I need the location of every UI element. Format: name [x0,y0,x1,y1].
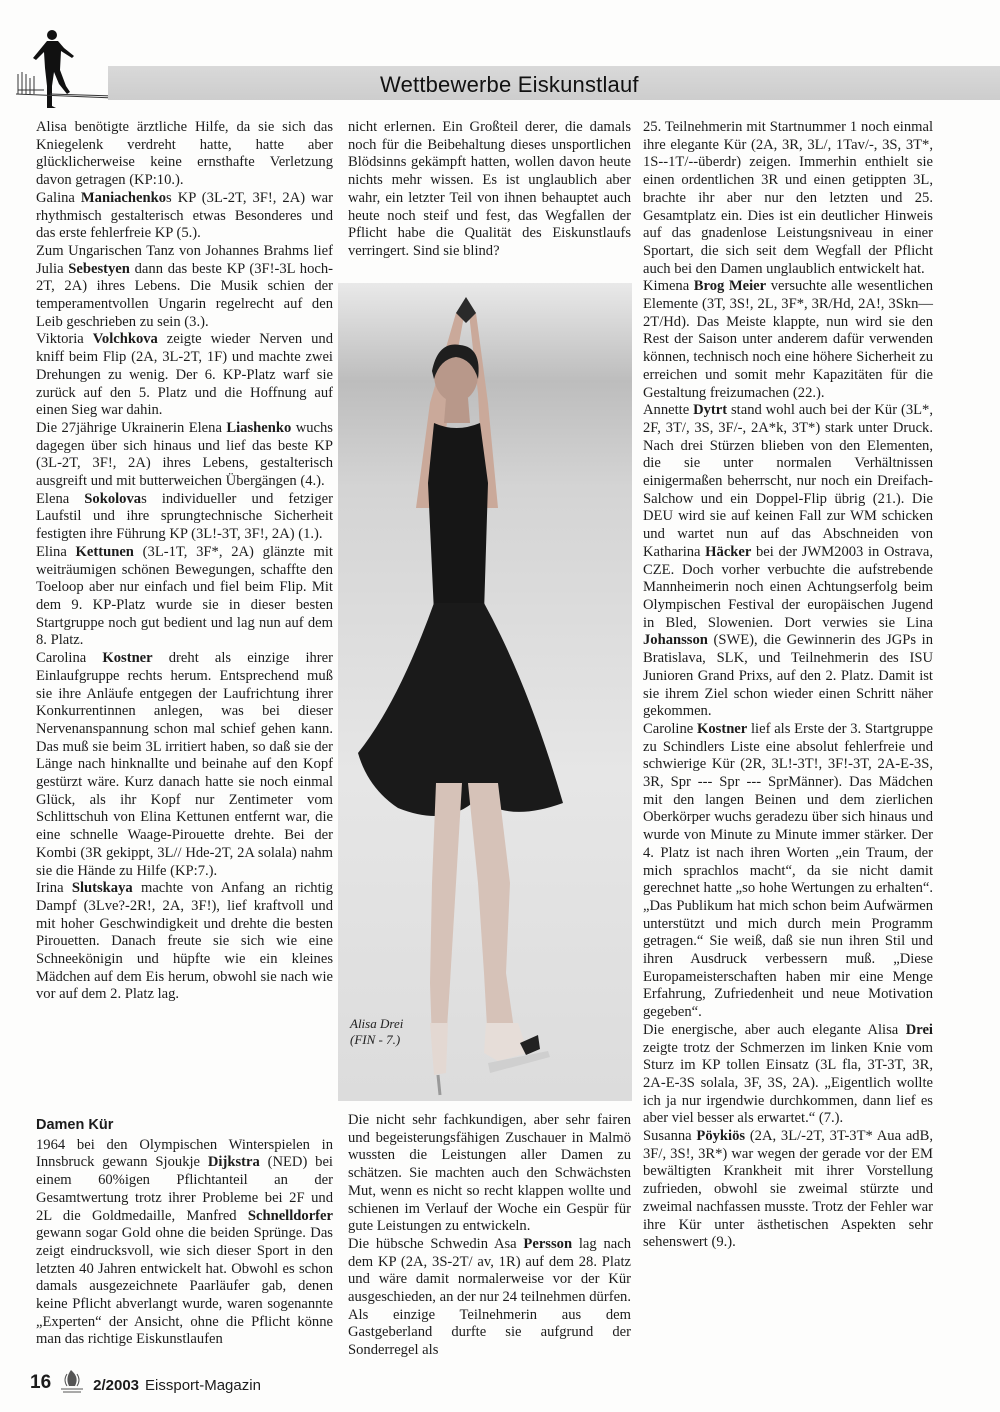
skater-name: Liashenko [226,419,292,436]
paragraph [643,119,933,278]
paragraph [36,544,333,650]
page-number: 16 [30,1372,52,1393]
paragraph [36,119,333,190]
skater-name: Dijkstra [207,1154,260,1171]
paragraph-text: Carolina [36,650,103,667]
paragraph-text: Susanna [643,1128,697,1145]
paragraph [348,1236,631,1360]
skater-name: Schnelldorfer [247,1207,333,1224]
paragraph-text: Kimena [643,278,694,295]
section-heading: Damen Kür [36,1117,114,1133]
paragraph [348,1112,631,1236]
paragraph-text: 1964 bei den Olympischen Winterspielen in Innsbruck gewann Sjoukje [36,1136,333,1171]
paragraph-text: (3L-1T, 3F*, 2A) glänzte mit weiträumigen schönen Bewegungen, schaffte den Toeloop aber nur einfach und fiel beim Flip. Mit dem 9. KP-Platz wurde sie in dieser besten Startgruppe noch gut bedient und lag nun auf dem 8. Platz. [36,543,333,649]
skater-logo-icon [14,28,114,114]
paragraph [643,278,933,402]
skater-name: Kettunen [75,543,134,560]
paragraph-text: Elina [36,543,76,560]
column-3 [643,119,933,1252]
paragraph-text: nicht erlernen. Ein Großteil derer, die damals noch für die Beibehaltung dieses unsportlichen Blödsinns gekämpft hatten, wollen davon heute nichts mehr wissen. Es ist unglaublich aber wahr, ein letzter Teil von ihnen behauptet auch heute noch steif und fest, das Wegfallen der Pflicht habe die Qualität des Eiskunstlaufs verringert. Sind sie blind? [348,119,631,259]
paragraph [36,420,333,491]
skater-name: Persson [523,1235,573,1252]
paragraph-text: Die hübsche Schwedin Asa [348,1235,524,1252]
paragraph [36,243,333,332]
skater-name: Dytrt [693,402,728,419]
magazine-name: Eissport-Magazin [145,1377,261,1394]
paragraph [36,491,333,544]
paragraph-text: Die energische, aber auch elegante Alisa [643,1021,906,1038]
paragraph-text: Alisa benötigte ärztliche Hilfe, da sie sich das Kniegelenk verdreht hatte, hatte aber glücklicherweise keine ernsthafte Verletzung davon getragen (KP:10.). [36,119,333,189]
section-title: Wettbewerbe Eiskunstlauf [380,72,639,97]
skater-name: Sokolova [84,490,142,507]
paragraph-text: zeigte wieder Nerven und kniff beim Flip (2A, 3L-2T, 1F) und machte zwei Drehungen zu wenig. Der 6. KP-Platz warf sie zurück auf den 5. Platz und die Hoffnung auf einen Sieg war dahin. [36,331,333,419]
paragraph-text: machte von Anfang an richtig Dampf (3Lve?-2R!, 2A, 3F!), lief kraftvoll und mit hoher Geschwindigkeit und drehte die besten Pirouetten. Danach freute sie sich wie eine Schneekönigin und hüpfte wie ein kleines Mädchen auf dem Eis herum, obwohl sie nach wie vor auf dem 2. Platz lag. [36,880,333,1003]
issue-number: 2/2003 [93,1377,140,1394]
paragraph-text: (2A, 3L/-2T, 3T-3T* Aua adB, 3F/, 3S!, 3R*) war wegen der gerade vor der EM bewältigten Krankheit mit ihrer Vorstellung zufrieden, obwohl sie zweimal stürzte und zweimal nachfassen musste. Trotz der Fehler war ihre Kür unter ästhetischen Aspekten sehr sehenswert (9.). [643,1128,933,1251]
skater-photo [338,283,632,1101]
paragraph [36,1137,333,1349]
caption-name: Alisa Drei [350,1016,404,1031]
caption-detail: (FIN - 7.) [350,1032,401,1047]
skater-name: Kostner [697,720,748,737]
paragraph-text: bei der JWM2003 in Ostrava, CZE. Doch vorher verbuchte die aufstrebende Mannheimerin noch einen Achtungserfolg beim Olympischen Festival der europäischen Jugend in Bled, Slowenien. Dort verwies sie Lina [643,543,933,631]
skater-photo-image [338,283,632,1101]
paragraph-text: (NED) bei einem 60%igen Pflichtanteil an der Gesamtwertung trotz ihrer Probleme bei 2F und 2L die Goldmedaille, Manfred [36,1154,333,1224]
paragraph-text: (SWE), die Gewinnerin des JGPs in Bratislava, SLK, und Teilnehmerin des ISU Junioren Grand Prixs, auf den 2. Platz. Damit ist sie ihrem Ziel schon wieder einen Schritt näher gekommen. [643,632,933,720]
paragraph [36,880,333,1004]
skater-name: Maniachenko [80,189,167,206]
skater-name: Kostner [102,650,153,667]
paragraph-text: versuchte alle wesentlichen Elemente (3T, 3S!, 2L, 3F*, 3R/Hd, 2A!, 3Skn—2T/Hd). Das Meiste klappte, nun wird sie den Rest der Saison unter anderem dafür verwenden können, technisch noch eine höhere Sicherheit zu erreichen und somit mehr Kapazitäten für die Gestaltung freizumachen (22.). [643,278,933,401]
paragraph [643,402,933,721]
paragraph [643,721,933,1022]
paragraph-text: s individueller und fetziger Laufstil und ihre sprungtechnische Sicherheit festigten ihre Führung KP (3L!-3T, 3F!, 2A) (1.). [36,490,333,543]
paragraph-text: Viktoria [36,331,93,348]
paragraph-text: stand wohl auch bei der Kür (3L*, 2F, 3T/, 3S, 3F/-, 2A*k, 3T*) stark unter Druck. Nach drei Stürzen blieben von den Elementen, die sie unter normalen Verhältnissen einigermaßen beherrscht, nur noch ein Dreifach-Salchow und ein Doppel-Flip übrig (21.). Die DEU wird sie auf keinen Fall zur WM schicken und wartet nun auf das Abschneiden von Katharina [643,402,933,560]
paragraph [36,190,333,243]
paragraph-text: Caroline [643,720,697,737]
skater-name: Drei [905,1021,933,1038]
paragraph-text: lag nach dem KP (2A, 3S-2T/ av, 1R) auf dem 28. Platz und wäre damit normalerweise vor der Kür ausgeschieden, an der nur 24 teilnehmen dürfen. Als einzige Teilnehmerin aus dem Gastgeberland durfte sie aufgrund der Sonderregel als [348,1235,631,1359]
paragraph-text: zeigte trotz der Schmerzen im linken Knie vom Sturz im KP tollen Einsatz (3L fla, 3T-3T, 3R, 2A-E-3S solala, 3F, 3S, 2A). „Eigentlich wollte ich ja nur irgendwie durchkommen, dann lief es aber viel besser als erwartet.“ (7.). [643,1039,933,1127]
paragraph [36,650,333,880]
skater-name: Volchkova [92,331,158,348]
paragraph-text: 25. Teilnehmerin mit Startnummer 1 noch einmal ihre elegante Kür (2A, 3R, 3L/, 1Tav/-, 3S, 3T*, 1S--1T/--überdr) zeigen. Immerhin enthielt sie einen ordentlichen 3R und einen getippten 3L, brachte ihr aber nur den letzten und 25. Gesamtplatz ein. Dies ist ein deutlicher Hinweis auf das gnadenlose Leistungsniveau in einer Sportart, die sich seit dem Wegfall der Pflicht auch bei den Damen unglaublich entwickelt hat. [643,119,933,277]
paragraph-text: Elena [36,490,85,507]
paragraph-text: wuchs dagegen über sich hinaus und lief das beste KP (3L-2T, 3F!, 2A) ihres Lebens, gestalterisch ausgreift und mit butterweichen Übergängen (4.). [36,419,333,490]
column-2-lower [348,1112,631,1360]
damen-kuer-text [36,1137,333,1349]
paragraph-text: dreht als einzige ihrer Einlaufgruppe rechts herum. Entsprechend muß sie ihre Anläufe entgegen der Laufrichtung ihrer Konkurrentinnen anlegen, was bei dieser Nervenanspannung schon mal schief gehen kann. Das muß sie beim 3L irritiert haben, so daß sie der Länge nach hinknallte und beinahe auf den Kopf gestürzt wäre. Kurz danach hatte sie noch einmal Glück, als ihr Kopf nur Zentimeter vom Schlittschuh von Elina Kettunen entfernt war, die eine schnelle Waage-Pirouette drehte. Bei der Kombi (3R gekippt, 3L// Hde-2T, 2A solala) nahm sie die Hände zu Hilfe (KP:7.). [36,650,333,879]
page-footer [30,1368,261,1394]
paragraph-text: s KP (3L-2T, 3F!, 2A) war rhythmisch gestalterisch etwas Besonderes und das erste fehlerfreie KP (5.). [36,189,333,242]
paragraph-text: lief als Erste der 3. Startgruppe zu Schindlers Liste eine absolut fehlerfreie und schwierige Kür (2R, 3L!-3T!, 3F!-3T, 2A-E-3S, 3R, Spr --- Spr --- SprMänner). Das Mädchen mit den langen Beinen und dem zierlichen Oberkörper wuchs geradezu über sich hinaus und wurde von Minute zu Minute immer stärker. Der 4. Platz ist nach ihren Worten „ein Traum, der mich sprachlos macht“, da sie nicht damit gerechnet hatte „so hohe Wertungen zu erhalten“. „Das Publikum hat mich schon beim Aufwärmen unterstützt und mich durch mein Programm getragen.“ Sie weiß, daß sie nun ihren Stil und ihren Ausdruck verbessern muß. „Diese Europameisterschaften haben mir eine Menge Erfahrung, Zufriedenheit und neue Motivation gegeben“. [643,720,934,1021]
paragraph [643,1128,933,1252]
photo-caption [350,1016,403,1048]
paragraph-text: Zum Ungarischen Tanz von Johannes Brahms lief Julia [36,242,333,277]
paragraph [643,1022,933,1128]
paragraph-text: Die 27jährige Ukrainerin Elena [36,419,227,436]
paragraph [348,119,631,261]
paragraph-text: Annette [643,402,694,419]
column-1 [36,119,333,1004]
skater-name: Johansson [643,632,708,649]
paragraph-text: Die nicht sehr fachkundigen, aber sehr fairen und begeisterungsfähigen Zuschauer in Malmö wussten die Leistungen aller Damen zu schätzen. Sie machten auch den Schwächsten Mut, wenn es nicht so recht klappen wollte und schienen im Verlauf der Woche ein Gespür für gute Leistungen zu entwickeln. [348,1112,631,1235]
paragraph-text: gewann sogar Gold ohne die beiden Sprünge. Das zeigt eindrucksvoll, wie sich dieser Sport in den letzten 40 Jahren entwickelt hat. Obwohl es schon damals ausgezeichnete Paarläufer gab, denen keine Pflicht abverlangt wurde, waren sogenannte „Experten“ der Ansicht, ohne die Pflicht könne man das richtige Eiskunstlaufen [36,1225,333,1348]
skater-name: Häcker [705,543,752,560]
paragraph-text: Irina [36,880,72,897]
column-2 [348,119,631,261]
skater-name: Slutskaya [71,880,133,897]
paragraph-text: Galina [36,189,81,206]
paragraph-text: dann das beste KP (3F!-3L hoch-2T, 2A) ihres Lebens. Die Musik schien der temperamentvollen Ungarin regelrecht auf den Leib geschrieben zu sein (3.). [36,260,333,330]
skater-name: Pöykiös [696,1128,746,1145]
skater-name: Brog Meier [693,278,767,295]
magazine-logo-icon [57,1368,87,1394]
column-1-damen-kuer [36,1117,333,1349]
skater-name: Sebestyen [68,260,130,277]
paragraph [36,331,333,420]
